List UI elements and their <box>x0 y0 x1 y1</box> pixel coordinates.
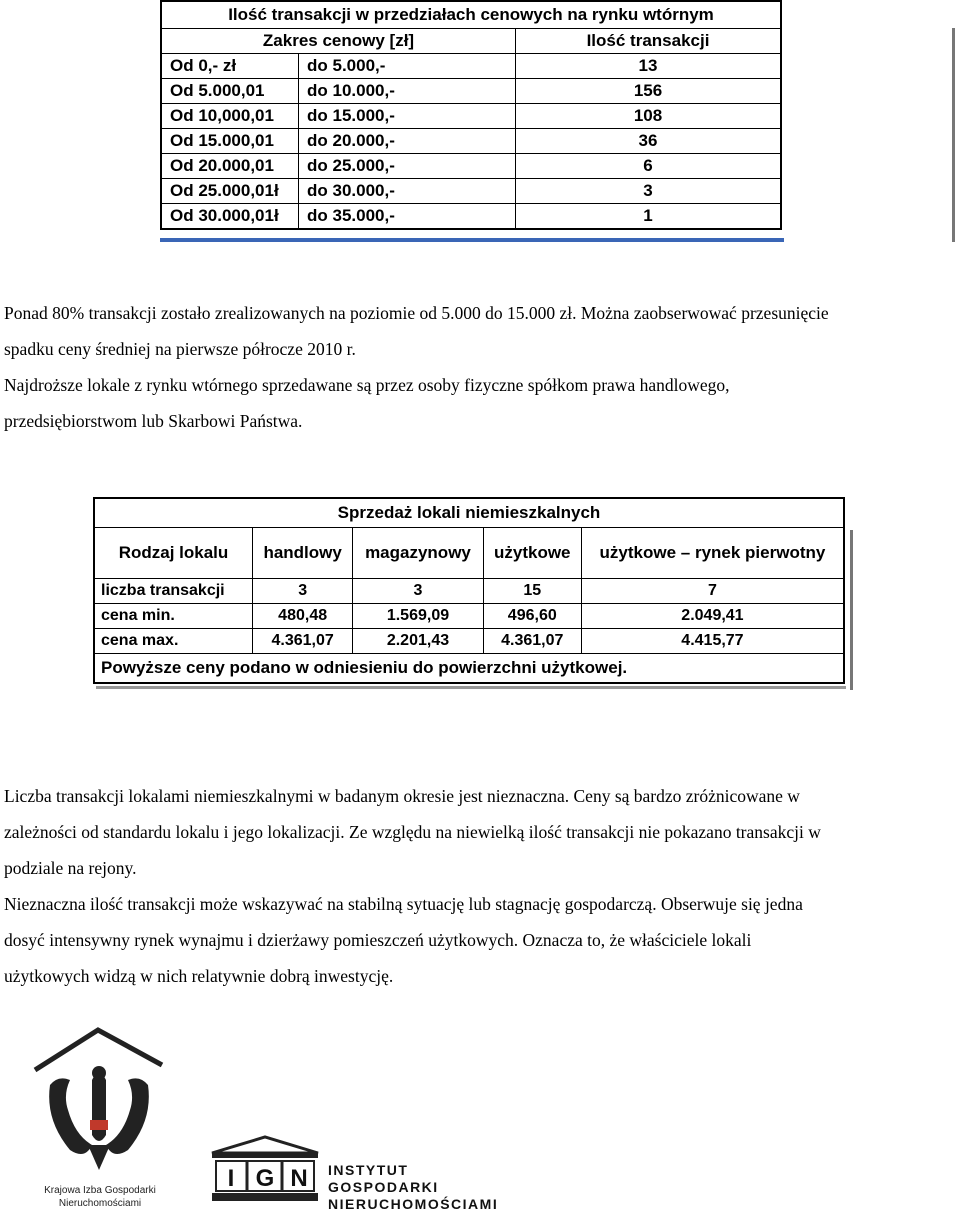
transaction-count: 1 <box>516 204 782 230</box>
cell-value: 1.569,09 <box>353 604 483 629</box>
ign-letter-i: I <box>227 1165 235 1192</box>
range-to: do 15.000,- <box>299 104 516 129</box>
header-retail: handlowy <box>253 528 353 579</box>
ign-letter-g: G <box>255 1165 275 1192</box>
cell-value: 4.361,07 <box>253 629 353 654</box>
table-row <box>161 129 781 154</box>
table-row <box>161 154 781 179</box>
price-range-table <box>160 0 782 230</box>
transaction-count: 13 <box>516 54 782 79</box>
paragraph-price-summary <box>4 295 956 439</box>
eagle-logo-icon <box>30 1025 170 1175</box>
range-to: do 20.000,- <box>299 129 516 154</box>
ign-name <box>328 1162 520 1213</box>
paragraph-non-residential <box>4 778 956 994</box>
header-transaction-count: Ilość transakcji <box>516 29 782 54</box>
table-note: Powyższe ceny podano w odniesieniu do powierzchni użytkowej. <box>94 654 844 684</box>
range-from: Od 20.000,01 <box>161 154 299 179</box>
text-line: Ponad 80% transakcji zostało zrealizowanych na poziomie od 5.000 do 15.000 zł. Można zaobserwować przesunięcie <box>4 303 829 323</box>
row-label: liczba transakcji <box>94 579 253 604</box>
cell-value: 496,60 <box>483 604 581 629</box>
header-price-range: Zakres cenowy [zł] <box>161 29 516 54</box>
range-to: do 35.000,- <box>299 204 516 230</box>
range-from: Od 10,000,01 <box>161 104 299 129</box>
table-row <box>161 54 781 79</box>
cell-value: 4.361,07 <box>483 629 581 654</box>
ign-logo <box>210 1135 520 1212</box>
range-to: do 5.000,- <box>299 54 516 79</box>
cell-value: 2.049,41 <box>581 604 844 629</box>
text-line: zależności od standardu lokalu i jego lokalizacji. Ze względu na niewielką ilość transakcji nie pokazano transakcji w <box>4 822 821 842</box>
text-line: podziale na rejony. <box>4 858 137 878</box>
range-from: Od 5.000,01 <box>161 79 299 104</box>
text-line: dosyć intensywny rynek wynajmu i dzierżawy pomieszczeń użytkowych. Oznacza to, że właściciele lokali <box>4 930 752 950</box>
transaction-count: 156 <box>516 79 782 104</box>
table-bottom-rule <box>160 238 784 242</box>
table-row <box>161 79 781 104</box>
ign-name-line2: NIERUCHOMOŚCIAMI <box>328 1196 499 1212</box>
range-from: Od 25.000,01ł <box>161 179 299 204</box>
table-row <box>94 579 844 604</box>
price-range-table-title: Ilość transakcji w przedziałach cenowych na rynku wtórnym <box>161 1 781 29</box>
cell-value: 4.415,77 <box>581 629 844 654</box>
transaction-count: 108 <box>516 104 782 129</box>
range-to: do 10.000,- <box>299 79 516 104</box>
table-row <box>161 204 781 230</box>
non-residential-sales-table <box>93 497 845 684</box>
row-label: cena max. <box>94 629 253 654</box>
text-line: użytkowych widzą w nich relatywnie dobrą inwestycję. <box>4 966 394 986</box>
table-row <box>94 629 844 654</box>
table-shadow <box>96 686 846 689</box>
text-line: Najdroższe lokale z rynku wtórnego sprzedawane są przez osoby fizyczne spółkom prawa handlowego, <box>4 375 730 395</box>
kigm-caption-line1: Krajowa Izba Gospodarki <box>44 1185 156 1196</box>
transaction-count: 36 <box>516 129 782 154</box>
cell-value: 480,48 <box>253 604 353 629</box>
table-note-row <box>94 654 844 684</box>
cell-value: 15 <box>483 579 581 604</box>
text-line: przedsiębiorstwom lub Skarbowi Państwa. <box>4 411 303 431</box>
building-logo-icon <box>210 1135 320 1205</box>
table-shadow <box>792 28 955 242</box>
non-residential-table-title: Sprzedaż lokali niemieszkalnych <box>94 498 844 528</box>
transaction-count: 6 <box>516 154 782 179</box>
ign-letter-n: N <box>290 1165 308 1192</box>
header-commercial-primary: użytkowe – rynek pierwotny <box>581 528 844 579</box>
cell-value: 7 <box>581 579 844 604</box>
text-line: Liczba transakcji lokalami niemieszkalnymi w badanym okresie jest nieznaczna. Ceny są bardzo zróżnicowane w <box>4 786 800 806</box>
table-row <box>161 179 781 204</box>
cell-value: 2.201,43 <box>353 629 483 654</box>
text-line: spadku ceny średniej na pierwsze półrocze 2010 r. <box>4 339 356 359</box>
range-from: Od 15.000,01 <box>161 129 299 154</box>
range-from: Od 0,- zł <box>161 54 299 79</box>
kigm-logo <box>30 1025 170 1215</box>
kigm-caption-line2: Nieruchomościami <box>58 1198 142 1209</box>
transaction-count: 3 <box>516 179 782 204</box>
header-commercial: użytkowe <box>483 528 581 579</box>
ign-name-line1: INSTYTUT GOSPODARKI <box>328 1162 439 1195</box>
table-row <box>94 604 844 629</box>
row-label: cena min. <box>94 604 253 629</box>
cell-value: 3 <box>253 579 353 604</box>
text-line: Nieznaczna ilość transakcji może wskazywać na stabilną sytuację lub stagnację gospodarczą. Obserwuje się jedna <box>4 894 803 914</box>
header-warehouse: magazynowy <box>353 528 483 579</box>
table-row <box>161 104 781 129</box>
range-from: Od 30.000,01ł <box>161 204 299 230</box>
price-range-table-container <box>160 0 784 240</box>
range-to: do 25.000,- <box>299 154 516 179</box>
header-unit-type: Rodzaj lokalu <box>94 528 253 579</box>
range-to: do 30.000,- <box>299 179 516 204</box>
cell-value: 3 <box>353 579 483 604</box>
